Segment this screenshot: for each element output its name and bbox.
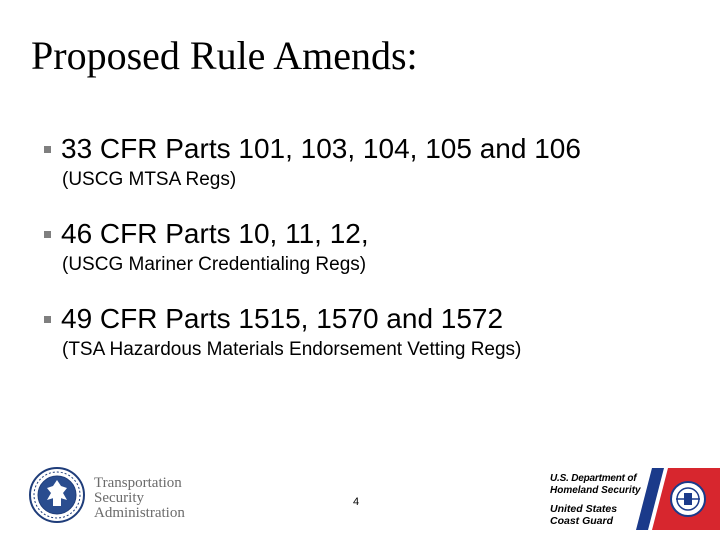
bullet-subtext: (USCG MTSA Regs)	[62, 169, 237, 190]
tsa-line: Security	[94, 490, 144, 506]
tsa-line: Administration	[94, 505, 185, 521]
bullet-item	[44, 217, 704, 277]
dhs-seal-icon	[28, 466, 86, 524]
slide-title: Proposed Rule Amends:	[31, 33, 418, 78]
uscg-line: United States	[550, 503, 618, 515]
bullet-item	[44, 302, 704, 362]
uscg-line: Coast Guard	[550, 515, 614, 527]
bullet-marker	[44, 316, 51, 323]
bullet-marker	[44, 146, 51, 153]
page-number: 4	[353, 496, 360, 508]
tsa-wordmark	[94, 476, 185, 521]
dhs-line: U.S. Department of	[550, 473, 637, 484]
slide-footer	[0, 460, 720, 540]
bullet-item	[44, 132, 704, 192]
bullet-subtext: (TSA Hazardous Materials Endorsement Vetting Regs)	[62, 339, 522, 360]
bullet-subtext: (USCG Mariner Credentialing Regs)	[62, 254, 367, 275]
bullet-marker	[44, 231, 51, 238]
bullet-text: 49 CFR Parts 1515, 1570 and 1572	[61, 303, 504, 334]
bullet-text: 33 CFR Parts 101, 103, 104, 105 and 106	[61, 133, 581, 164]
bullet-text: 46 CFR Parts 10, 11, 12,	[61, 218, 369, 249]
tsa-line: Transportation	[94, 475, 182, 491]
uscg-racing-stripe	[636, 468, 720, 530]
tsa-logo	[28, 466, 208, 526]
uscg-emblem-icon	[671, 482, 705, 516]
dhs-line: Homeland Security	[550, 485, 641, 496]
